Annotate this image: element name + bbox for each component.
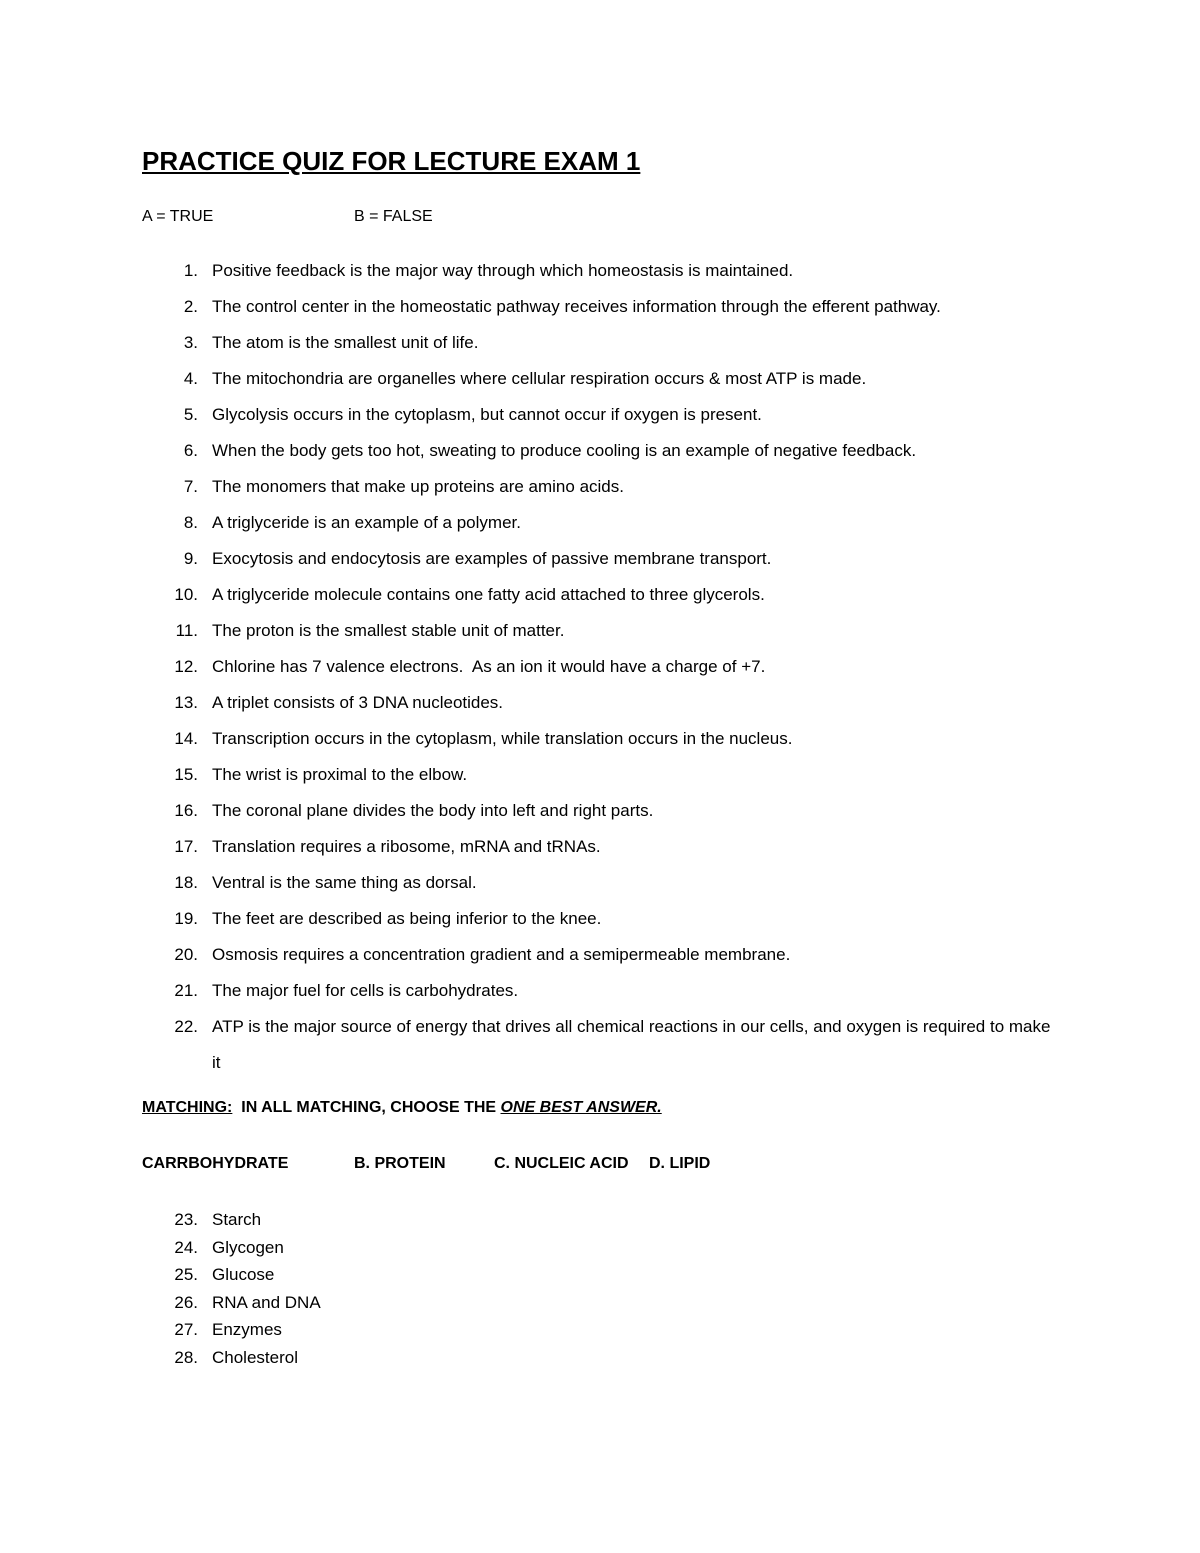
question-item bbox=[142, 361, 1062, 397]
question-item bbox=[142, 469, 1062, 505]
question-text: The monomers that make up proteins are amino acids. bbox=[212, 477, 624, 496]
matching-number: 26. bbox=[174, 1292, 198, 1312]
question-text: The atom is the smallest unit of life. bbox=[212, 333, 479, 352]
question-item bbox=[142, 901, 1062, 937]
question-text: The coronal plane divides the body into left and right parts. bbox=[212, 801, 654, 820]
question-item bbox=[142, 433, 1062, 469]
question-text: A triglyceride is an example of a polymer. bbox=[212, 513, 521, 532]
matching-label: MATCHING: bbox=[142, 1099, 233, 1116]
matching-number: 23. bbox=[174, 1210, 198, 1229]
question-text: Positive feedback is the major way through which homeostasis is maintained. bbox=[212, 261, 794, 280]
matching-item bbox=[142, 1234, 742, 1262]
matching-text: Glycogen bbox=[212, 1237, 284, 1257]
question-text: The proton is the smallest stable unit of matter. bbox=[212, 621, 565, 640]
page-title: PRACTICE QUIZ FOR LECTURE EXAM 1 bbox=[142, 146, 641, 176]
true-false-list bbox=[142, 253, 1062, 1081]
matching-heading bbox=[142, 1099, 662, 1117]
question-number: 5. bbox=[183, 405, 198, 424]
question-number: 14. bbox=[174, 729, 198, 748]
matching-number: 24. bbox=[174, 1237, 198, 1257]
question-number: 8. bbox=[183, 513, 198, 532]
category-carbohydrate: CARRBOHYDRATE bbox=[142, 1155, 289, 1172]
question-text: The mitochondria are organelles where cellular respiration occurs & most ATP is made. bbox=[212, 369, 867, 388]
matching-number: 27. bbox=[174, 1320, 198, 1339]
question-number: 16. bbox=[174, 801, 198, 820]
question-number: 10. bbox=[174, 585, 198, 604]
question-item bbox=[142, 685, 1062, 721]
matching-list bbox=[142, 1206, 742, 1371]
legend-false: B = FALSE bbox=[354, 208, 433, 225]
matching-item bbox=[142, 1206, 742, 1234]
question-item bbox=[142, 541, 1062, 577]
question-item bbox=[142, 793, 1062, 829]
matching-categories bbox=[142, 1155, 842, 1177]
matching-text: Starch bbox=[212, 1210, 262, 1229]
question-item bbox=[142, 649, 1062, 685]
question-text: Translation requires a ribosome, mRNA and tRNAs. bbox=[212, 837, 601, 856]
question-text: The feet are described as being inferior to the knee. bbox=[212, 909, 602, 928]
question-number: 22. bbox=[174, 1017, 198, 1036]
question-number: 2. bbox=[183, 297, 198, 316]
answer-legend bbox=[142, 208, 642, 228]
matching-item bbox=[142, 1261, 742, 1289]
matching-text: RNA and DNA bbox=[212, 1292, 321, 1312]
question-item bbox=[142, 505, 1062, 541]
question-number: 6. bbox=[183, 441, 198, 460]
question-number: 3. bbox=[183, 333, 198, 352]
matching-text: Cholesterol bbox=[212, 1347, 298, 1367]
question-item bbox=[142, 613, 1062, 649]
question-text: Osmosis requires a concentration gradient and a semipermeable membrane. bbox=[212, 945, 791, 964]
question-number: 9. bbox=[183, 549, 198, 568]
question-item bbox=[142, 577, 1062, 613]
question-item bbox=[142, 289, 1062, 325]
question-number: 15. bbox=[174, 765, 198, 784]
question-item bbox=[142, 757, 1062, 793]
question-number: 12. bbox=[174, 657, 198, 676]
matching-text: Enzymes bbox=[212, 1320, 282, 1339]
question-number: 7. bbox=[183, 477, 198, 496]
question-text: When the body gets too hot, sweating to produce cooling is an example of negative feedback. bbox=[212, 441, 917, 460]
matching-item bbox=[142, 1289, 742, 1317]
matching-instruction: IN ALL MATCHING, CHOOSE THE bbox=[232, 1099, 501, 1116]
question-text: Glycolysis occurs in the cytoplasm, but cannot occur if oxygen is present. bbox=[212, 405, 762, 424]
matching-emphasis: ONE BEST ANSWER. bbox=[500, 1099, 662, 1116]
question-text: Chlorine has 7 valence electrons. As an ion it would have a charge of +7. bbox=[212, 657, 766, 676]
question-number: 18. bbox=[174, 873, 198, 892]
question-number: 21. bbox=[174, 981, 198, 1000]
question-item bbox=[142, 1009, 1062, 1081]
matching-number: 28. bbox=[174, 1347, 198, 1367]
matching-number: 25. bbox=[174, 1265, 198, 1284]
question-item bbox=[142, 865, 1062, 901]
question-number: 1. bbox=[183, 261, 198, 280]
question-text: The major fuel for cells is carbohydrates. bbox=[212, 981, 519, 1000]
question-item bbox=[142, 973, 1062, 1009]
question-text: Transcription occurs in the cytoplasm, while translation occurs in the nucleus. bbox=[212, 729, 793, 748]
matching-text: Glucose bbox=[212, 1265, 275, 1284]
question-item bbox=[142, 937, 1062, 973]
question-number: 13. bbox=[174, 693, 198, 712]
question-item bbox=[142, 721, 1062, 757]
question-number: 4. bbox=[183, 369, 198, 388]
question-text: The wrist is proximal to the elbow. bbox=[212, 765, 468, 784]
question-text: The control center in the homeostatic pathway receives information through the efferent pathway. bbox=[212, 297, 941, 316]
question-text: ATP is the major source of energy that drives all chemical reactions in our cells, and oxygen is required to make it bbox=[212, 1017, 1051, 1072]
legend-true: A = TRUE bbox=[142, 208, 214, 225]
question-number: 17. bbox=[174, 837, 198, 856]
question-item bbox=[142, 397, 1062, 433]
question-number: 19. bbox=[174, 909, 198, 928]
matching-item bbox=[142, 1316, 742, 1344]
category-lipid: D. LIPID bbox=[649, 1155, 711, 1172]
question-text: Exocytosis and endocytosis are examples of passive membrane transport. bbox=[212, 549, 772, 568]
question-number: 11. bbox=[175, 621, 198, 640]
category-protein: B. PROTEIN bbox=[354, 1155, 446, 1172]
question-item bbox=[142, 325, 1062, 361]
category-nucleic-acid: C. NUCLEIC ACID bbox=[494, 1155, 629, 1172]
question-text: A triplet consists of 3 DNA nucleotides. bbox=[212, 693, 504, 712]
question-number: 20. bbox=[174, 945, 198, 964]
question-item bbox=[142, 253, 1062, 289]
question-text: Ventral is the same thing as dorsal. bbox=[212, 873, 477, 892]
matching-item bbox=[142, 1344, 742, 1372]
question-item bbox=[142, 829, 1062, 865]
question-text: A triglyceride molecule contains one fatty acid attached to three glycerols. bbox=[212, 585, 765, 604]
